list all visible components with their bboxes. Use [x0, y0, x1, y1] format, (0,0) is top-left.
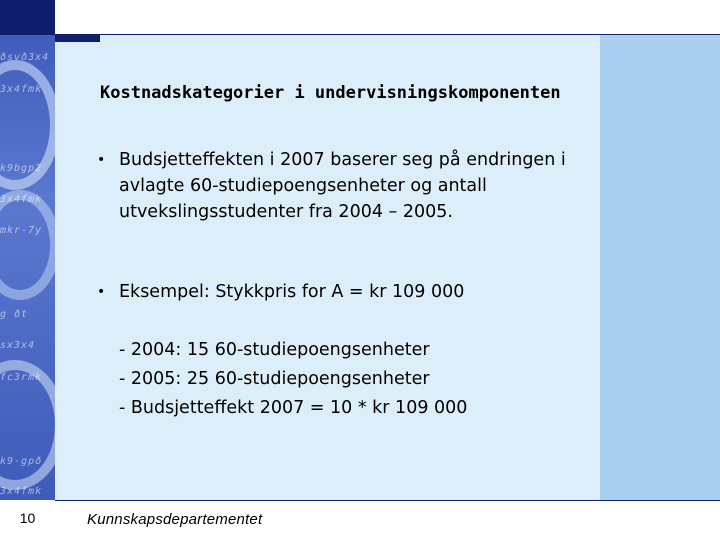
bullet-dot-icon: •: [97, 152, 106, 168]
bullet-text: Budsjetteffekten i 2007 baserer seg på endringen i avlagte 60-studiepoengsenheter og antall utvekslingsstudenter fra 2004 – 2005.: [119, 150, 566, 222]
swirl-decoration: [0, 190, 55, 300]
footer-organization: Kunnskapsdepartementet: [87, 511, 263, 528]
glyph-row: g ðt: [0, 309, 29, 320]
footer-rule: [55, 500, 720, 501]
sub-list-item: - 2004: 15 60-studiepoengsenheter: [119, 340, 430, 360]
glyph-row: k9-gpð: [0, 456, 43, 467]
glyph-row: ðsvð3x4: [0, 52, 50, 63]
glyph-row: mkr-7y: [0, 225, 43, 236]
glyph-row: fc3rmk: [0, 372, 43, 383]
right-decorative-band: [600, 35, 720, 500]
page-number: 10: [19, 510, 36, 526]
glyph-row: 3x4fmk: [0, 194, 43, 205]
sub-list-item: - Budsjetteffekt 2007 = 10 * kr 109 000: [119, 398, 468, 418]
left-decorative-strip: [0, 0, 55, 500]
glyph-row: 3x4fmk: [0, 84, 43, 95]
example-sub-list: [119, 336, 467, 423]
bullet-dot-icon: •: [97, 284, 106, 300]
bullet-text: Eksempel: Stykkpris for A = kr 109 000: [119, 282, 465, 302]
top-accent-bar: [55, 35, 100, 42]
corner-block: [0, 0, 55, 35]
glyph-row: k9bgp2: [0, 163, 43, 174]
glyph-row: sx3x4: [0, 340, 36, 351]
sub-list-item: - 2005: 25 60-studiepoengsenheter: [119, 369, 430, 389]
bullet-item: [97, 147, 577, 225]
slide-title: Kostnadskategorier i undervisningskomponenten: [100, 83, 561, 103]
top-rule: [55, 34, 720, 35]
bullet-item: [97, 279, 577, 305]
glyph-row: 3x4fmk: [0, 486, 43, 497]
